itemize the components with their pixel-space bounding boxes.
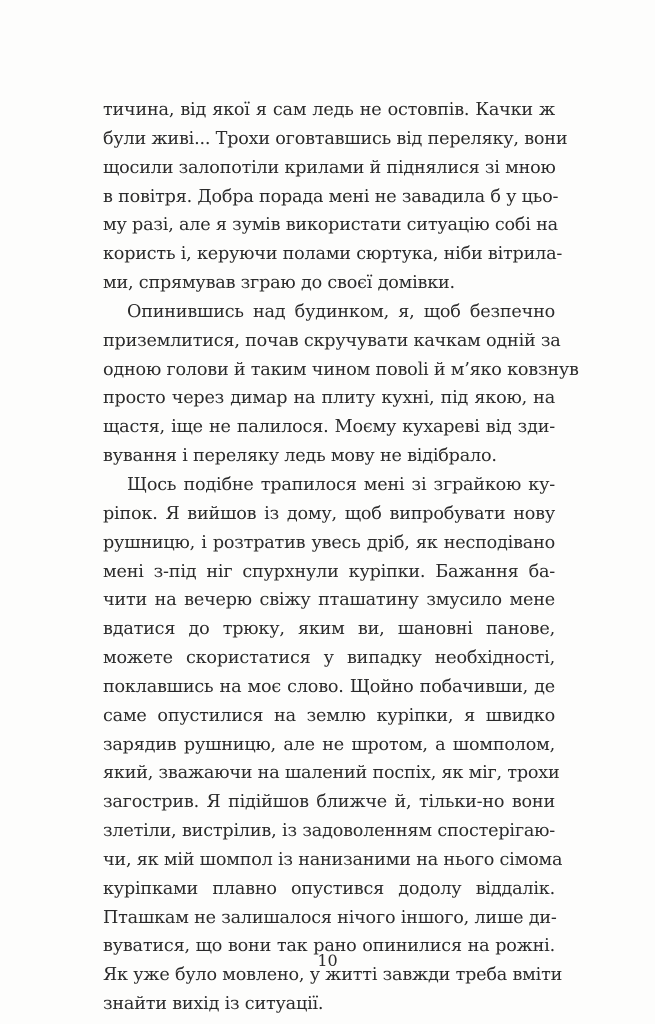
text-line: вуватися, що вони так рано опинилися на рожні. (103, 936, 555, 957)
text-line: ріпок. Я вийшов із дому, щоб випробувати нову (103, 503, 555, 524)
text-line: поклавшись на моє слово. Щойно побачивши, де (103, 676, 555, 697)
text-line: знайти вихід із ситуації. (103, 994, 324, 1015)
text-line: Пташкам не залишалося нічого іншого, лише ди- (103, 907, 557, 928)
text-line: користь і, керуючи полами сюртука, ніби вітрила- (103, 244, 563, 265)
text-line: загострив. Я підійшов ближче й, тільки-но вони (103, 792, 555, 813)
text-line: вдатися до трюку, яким ви, шановні панове, (103, 619, 555, 640)
text-line: злетіли, вистрілив, із задоволенням спостерігаю- (103, 821, 555, 842)
text-line: щосили залопотіли крилами й піднялися зі мною (103, 157, 556, 178)
text-line: тичина, від якої я сам ледь не остовпів. Качки ж (103, 100, 555, 120)
text-line: чи, як мій шомпол із нанизаними на нього сімома (103, 849, 563, 870)
text-line: зарядив рушницю, але не шротом, а шомполом, (103, 734, 555, 755)
text-line: Щось подібне трапилося мені зі зграйкою ку- (127, 474, 555, 495)
page-number: 10 (317, 951, 338, 970)
text-line: в повітря. Добра порада мені не завадила б у цьо- (103, 186, 559, 207)
text-line: були живі... Трохи оговтавшись від переляку, вони (103, 128, 568, 149)
text-line: одною голови й таким чином повolі й м’яко ковзнув (103, 359, 579, 380)
text-line: рушницю, і розтратив увесь дріб, як несподівано (103, 532, 555, 553)
text-line: вування і переляку ледь мову не відібрало. (103, 446, 497, 467)
text-line: му разі, але я зумів використати ситуацію собі на (103, 215, 558, 236)
text-line: саме опустилися на землю куріпки, я швидко (103, 705, 555, 726)
text-line: ми, спрямував зграю до своєї домівки. (103, 273, 455, 294)
text-line: Опинившись над будинком, я, щоб безпечно (127, 301, 555, 322)
text-line: приземлитися, почав скручувати качкам одній за (103, 330, 561, 351)
text-line: щастя, іще не палилося. Моєму кухареві від зди- (103, 417, 555, 438)
text-line: Як уже було мовлено, у житті завжди треба вміти (103, 965, 563, 986)
text-line: чити на вечерю свіжу пташатину змусило мене (103, 590, 555, 611)
body-text (103, 96, 579, 1019)
text-line: просто через димар на плиту кухні, під якою, на (103, 388, 555, 409)
text-line: мені з-під ніг спурхнули куріпки. Бажання ба- (103, 561, 555, 582)
text-line: який, зважаючи на шалений поспіх, як міг, трохи (103, 763, 560, 784)
text-line: куріпками плавно опустився додолу віддалік. (103, 878, 555, 899)
text-line: можете скористатися у випадку необхідності, (103, 648, 555, 669)
